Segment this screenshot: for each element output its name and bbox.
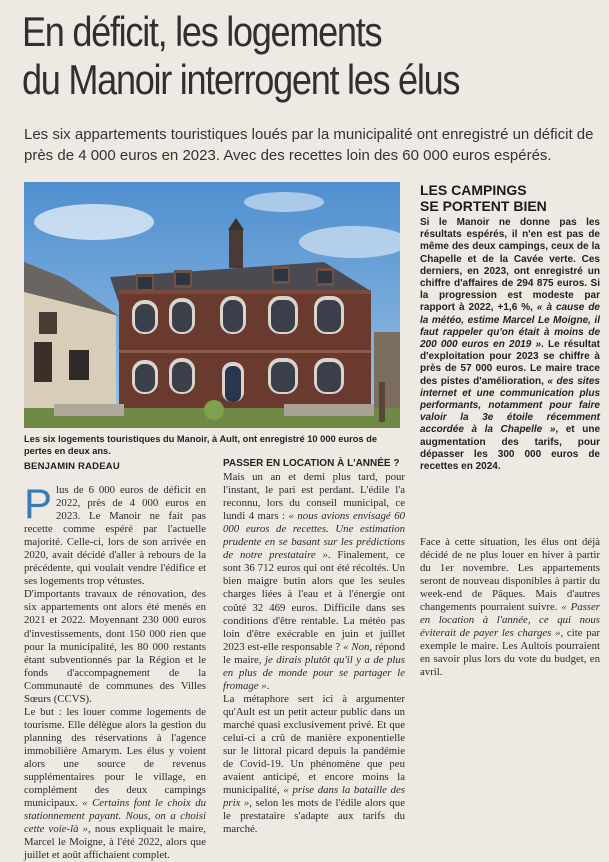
paragraph-intro (24, 480, 206, 588)
paragraph-results (223, 471, 405, 693)
paragraph-winter-start: Face à cette situation, les élus ont déjà décidé de ne plus louer en hiver à partir du 1er novembre. Les appartements seront de nouveau disponibles à partir du week-end de Pâques. Mais d'autres changements pourraient suivre. (420, 536, 600, 614)
sidebar-text-b: . Le résultat d'exploitation pour 2023 se chiffre à près de 57 000 euros. Le maire trace des pistes d'amélioration, (420, 339, 600, 387)
paragraph-intro-text: lus de 6 000 euros de déficit en 2022, près de 4 000 euros en 2023. Le Manoir ne fait pas recette comme espéré par l'actuelle majorité. Celle-ci, lors de son arrivée en 2020, avait décidé d'aller à rebours de la précédente, qui voulait vendre l'édifice et ses logements trop vétustes. (24, 484, 206, 588)
article-column-2 (223, 454, 405, 836)
headline-line-1: En déficit, les logements (22, 8, 382, 55)
sidebar-quote-website: « des sites internet et une communication plus performants, notamment pour faire valoir la 3e étoile récemment accordée à la Chapelle » (420, 375, 600, 436)
paragraph-results-end: . Finalement, ce sont 36 712 euros qui ont été récoltés. Un bien maigre butin alors que les seules charges liées à l'eau et à l'énergie ont coûté 32 469 euros. Difficile dans ses conditions d'être rentable. La météo pas loin d'être exécrable en juin et juillet 2023 est-elle responsable ? (223, 549, 405, 653)
paragraph-metaphor (223, 693, 405, 837)
sidebar-box-title (420, 182, 600, 214)
paragraph-results-dot: . (266, 679, 270, 692)
mayor-quote-no: « Non, (343, 640, 373, 653)
paragraph-renovation: D'importants travaux de rénovation, des six appartements ont alors été menés en 2021 et 2022. Moyennant 230 000 euros d'investissements, dont 150 000 rien que pour la municipalité, les 80 000 restants étant subventionnés par la Région et le fonds d'accompagnement de la Communauté de communes des Villes Sœurs (CCVS). (24, 588, 206, 705)
mayor-quote-prices: « prise dans la bataille des prix » (223, 784, 405, 810)
mayor-quote-cheese: je dirais plutôt qu'il y a de plus en plus de monde pour se partager le fromage » (223, 653, 405, 692)
paragraph-goal (24, 706, 206, 862)
article-lead: Les six appartements touristiques loués par la municipalité ont enregistré un déficit de près de 4 000 euros en 2023. Avec des recettes loin des 60 000 euros espérés. (24, 126, 594, 164)
sidebar-quote-weather: « à cause de la météo, estime Marcel Le Moigne, il faut rappeler qu'on était à moins de 200 000 euros en 2019 » (420, 302, 600, 351)
manor-photo (24, 182, 400, 428)
paragraph-results-start: Mais un an et demi plus tard, pour l'instant, le pari est perdant. L'édile l'a reconnu, lors du conseil municipal, ce lundi 4 mars : (223, 471, 405, 523)
mayor-quote-yearly: « Passer en location à l'année, ce qui nous éviterait de payer les charges » (420, 601, 600, 640)
paragraph-goal-end: , nous expliquait le maire, Marcel le Moigne, à l'été 2022, alors que juillet et août affichaient complet. (24, 823, 207, 862)
mayor-quote-estimate: « nous avions envisagé 60 000 euros de recettes. Une estimation prudente en se basant sur les prédictions de notre prestataire » (223, 510, 405, 562)
byline: BENJAMIN RADEAU (24, 461, 120, 472)
paragraph-metaphor-end: , selon les mots de l'édile alors que le prestataire s'adapte aux tarifs du marché. (223, 797, 405, 836)
paragraph-winter-end: , cite par exemple le maire. Les Aultois pourraient en savoir plus lors du vote du budget, en avril. (420, 627, 600, 679)
photo-caption: Les six logements touristiques du Manoir, à Ault, ont enregistré 10 000 euros de pertes en deux ans. (24, 434, 378, 456)
mayor-quote-parking: « Certains font le choix du stationnement payant. Nous, on a choisi cette voie-là » (24, 797, 206, 836)
sidebar-text-c: , et une augmentation des tarifs, pour dépasser les 300 000 euros de recettes en 2024. (420, 424, 600, 473)
sidebar-title-line-2: SE PORTENT BIEN (420, 198, 547, 214)
sidebar-title-line-1: LES CAMPINGS (420, 182, 527, 198)
article-column-1 (24, 480, 207, 862)
headline-line-2: du Manoir interrogent les élus (22, 56, 460, 103)
paragraph-goal-text: Le but : les louer comme logements de tourisme. Elle délègue alors la gestion du planning des réservations à l'agence immobilière Amarym. Les élus y voient alors une source de revenus supplémentaires pour le village, en complément des deux campings municipaux. (24, 705, 206, 810)
sidebar-text-a: Si le Manoir ne donne pas les résultats espérés, il n'en est pas de même des deux campings, ceux de la Chapelle et de la Cavée verte. Ces derniers, en 2023, ont enregistré un chiffre d'affaires de 294 875 euros. Si la progression est modeste par rapport à 2022, +1,6 %, (420, 217, 600, 314)
paragraph-results-mid: répond le maire, (223, 640, 406, 666)
article-column-3 (420, 536, 600, 680)
headline (22, 8, 521, 104)
sidebar-box-text (420, 217, 600, 473)
paragraph-winter (420, 536, 600, 680)
drop-cap: P (24, 480, 53, 527)
paragraph-metaphor-text: La métaphore sert ici à argumenter qu'Ault est un petit acteur public dans un marché quasi exclusivement privé. Et que celui-ci a crû de manière exponentielle sur le littoral picard depuis la pandémie de Covid-19. Un phénomène que peu avaient anticipé, et encore moins la municipalité, (223, 692, 405, 797)
sidebar-box-campings (420, 182, 600, 473)
subheading-rental: PASSER EN LOCATION À L'ANNÉE ? (223, 458, 400, 469)
